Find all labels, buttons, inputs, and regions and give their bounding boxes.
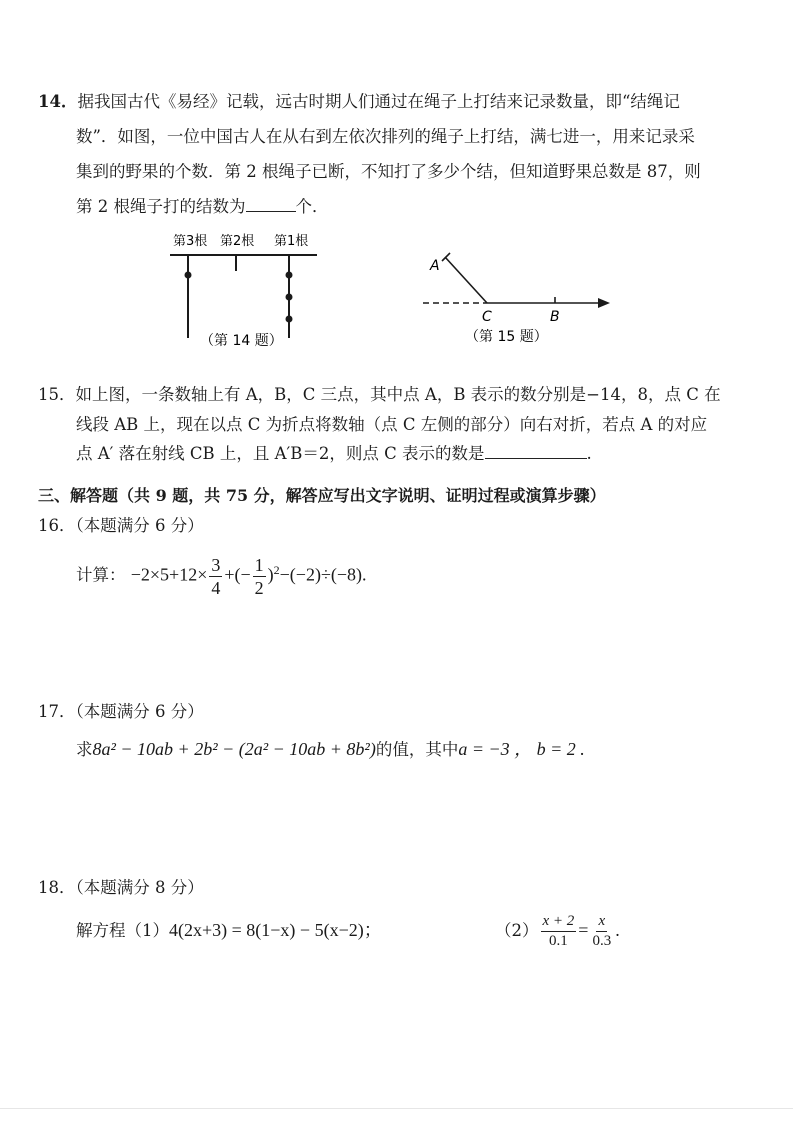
q18-fraction-left (541, 914, 577, 949)
q17-prompt: 求 (76, 740, 93, 759)
q14-answer-blank[interactable] (246, 195, 296, 212)
q16-expr-a: −2×5+12× (130, 564, 208, 585)
folded-ray (445, 257, 487, 303)
q18-eq1: 4(2x+3) = 8(1−x) − 5(x−2)； (169, 920, 382, 940)
q17-header: 17．（本题满分 6 分） (38, 702, 204, 721)
point-c-label: C (482, 309, 492, 325)
rope-3-label: 第3根 (173, 234, 208, 249)
q17-condition: a = −3 ， b = 2 . (458, 739, 585, 759)
q15-text-3-post: . (586, 444, 592, 463)
q16-expr-d: −(−2)÷(−8). (279, 564, 367, 585)
q16-header: 16．（本题满分 6 分） (38, 516, 204, 535)
fraction-numerator: 3 (211, 554, 221, 575)
q14-number: 14． (38, 92, 78, 111)
q15-text-2: 线段 AB 上，现在以点 C 为折点将数轴（点 C 左侧的部分）向右对折，若点 A 的对应 (76, 415, 708, 434)
q14-text-4-post: 个． (295, 197, 329, 216)
q16-exponent: 2 (273, 563, 280, 577)
q14-text-2: 数”．如图，一位中国古人在从右到左依次排列的绳子上打结，满七进一，用来记录采 (76, 127, 695, 146)
q14-figure-caption: （第 14 题） (200, 333, 283, 349)
rope-2-label: 第2根 (220, 234, 255, 249)
q16-expression (76, 555, 366, 597)
fraction-denominator: 0.3 (592, 933, 612, 949)
q18-end: . (615, 920, 620, 940)
q18-header: 18．（本题满分 8 分） (38, 878, 204, 897)
fraction-numerator: x (596, 914, 607, 932)
q14-text-4-pre: 第 2 根绳子打的结数为 (76, 197, 246, 216)
point-b-label: B (550, 309, 560, 325)
q14-figure (160, 228, 330, 358)
rope-1-knot (286, 272, 293, 279)
fraction-denominator: 2 (254, 577, 264, 598)
q18-fraction-right (590, 914, 613, 949)
q14-line-1 (38, 90, 680, 114)
q15-line-3 (76, 442, 592, 466)
q18-prompt: 解方程（1） (76, 921, 169, 940)
q16-fraction-1-2 (253, 556, 266, 597)
rope-1-knot (286, 316, 293, 323)
point-a-label: A (430, 258, 440, 274)
point-a-tick (442, 253, 450, 261)
rope-1-label: 第1根 (274, 234, 309, 249)
q16-expr-b: +(− (224, 564, 251, 585)
q15-figure (415, 240, 615, 350)
q17-expr: 8a² − 10ab + 2b² − (2a² − 10ab + 8b²) (92, 739, 376, 759)
fraction-numerator: 1 (254, 554, 264, 575)
page-bottom-divider (0, 1108, 793, 1109)
fraction-denominator: 0.1 (549, 933, 568, 949)
fraction-denominator: 4 (211, 577, 221, 598)
q18-equals: = (578, 920, 589, 940)
q17-mid: 的值，其中 (375, 740, 459, 759)
section-3-title: 三、解答题（共 9 题，共 75 分，解答应写出文字说明、证明过程或演算步骤） (38, 486, 606, 505)
q14-text-3: 集到的野果的个数．第 2 根绳子已断，不知打了多少个结，但知道野果总数是 87，则 (76, 162, 701, 181)
fraction-numerator: x + 2 (541, 914, 577, 932)
q17-expression (76, 737, 585, 762)
rope-3-knot (185, 272, 192, 279)
q15-text-3-pre: 点 A′ 落在射线 CB 上，且 A′B＝2，则点 C 表示的数是 (76, 444, 485, 463)
q15-figure-caption: （第 15 题） (465, 329, 548, 345)
q15-number: 15． (38, 385, 76, 404)
q14-line-4 (76, 195, 329, 219)
axis-arrow-icon (598, 298, 610, 308)
q18-equation-2 (495, 908, 620, 953)
q16-fraction-3-4 (209, 556, 222, 597)
q16-expr-c: ) (267, 564, 274, 585)
q18-part2-label: （2） (495, 921, 539, 940)
q16-prompt: 计算： (76, 565, 126, 585)
q14-text-1: 据我国古代《易经》记载，远古时期人们通过在绳子上打结来记录数量，即“结绳记 (77, 92, 680, 111)
q18-equation-1 (76, 918, 382, 943)
q15-answer-blank[interactable] (485, 442, 587, 459)
q15-line-1 (38, 383, 721, 407)
rope-1-knot (286, 294, 293, 301)
q15-text-1: 如上图，一条数轴上有 A，B，C 三点，其中点 A，B 表示的数分别是−14，8，点 C 在 (75, 385, 721, 404)
